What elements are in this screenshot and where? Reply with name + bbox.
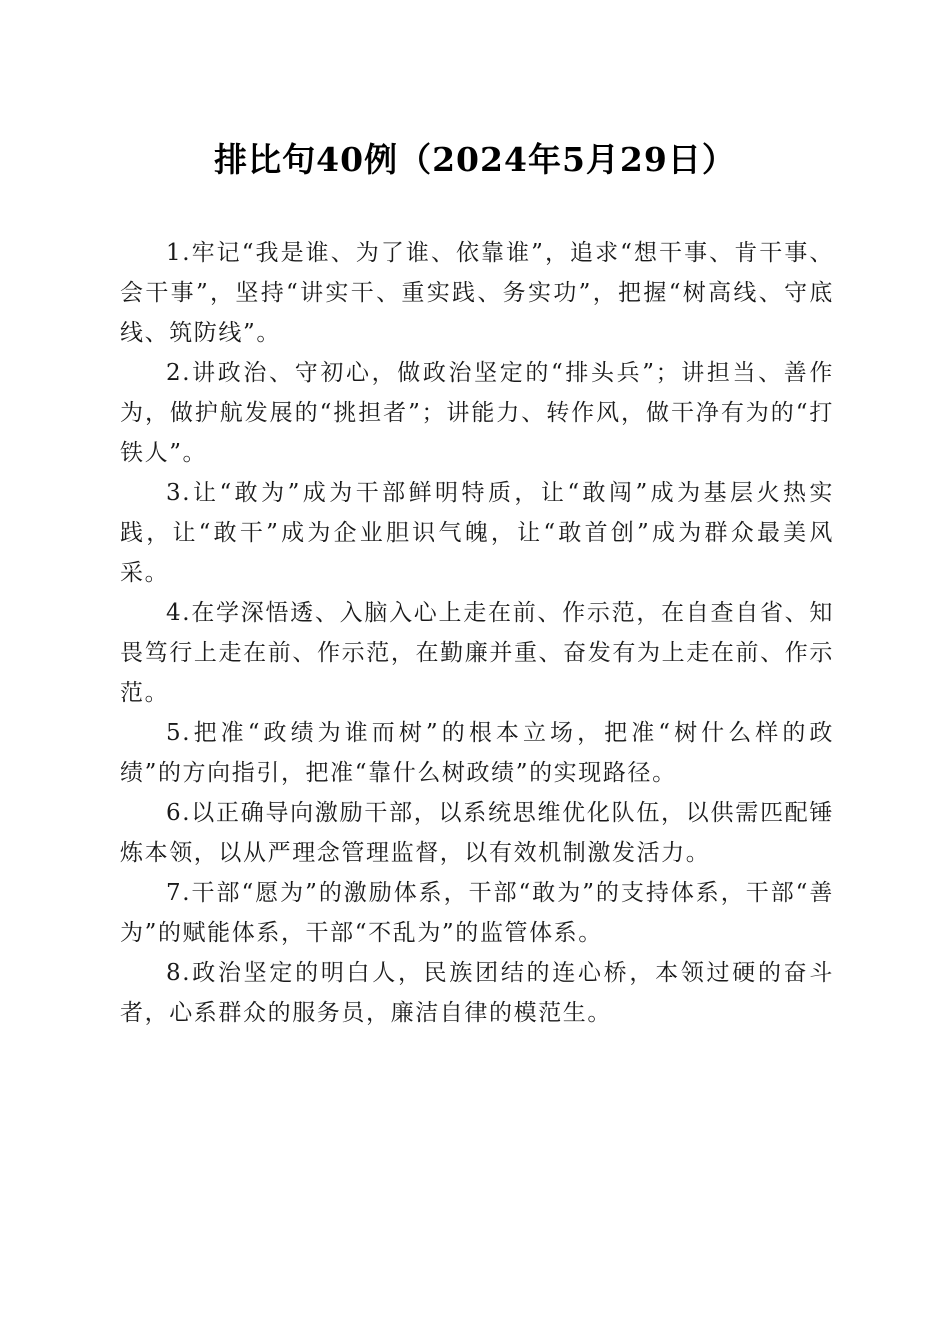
paragraph-3: 3.让“敢为”成为干部鲜明特质，让“敢闯”成为基层火热实践，让“敢干”成为企业胆识气魄，让“敢首创”成为群众最美风采。 [120, 480, 834, 586]
paragraph-5: 5.把准“政绩为谁而树”的根本立场，把准“树什么样的政绩”的方向指引，把准“靠什么树政绩”的实现路径。 [120, 720, 834, 786]
paragraph-4: 4.在学深悟透、入脑入心上走在前、作示范，在自查自省、知畏笃行上走在前、作示范，在勤廉并重、奋发有为上走在前、作示范。 [120, 600, 834, 706]
document-body [120, 233, 834, 1033]
paragraph-7: 7.干部“愿为”的激励体系，干部“敢为”的支持体系，干部“善为”的赋能体系，干部“不乱为”的监管体系。 [120, 880, 834, 946]
paragraph-6: 6.以正确导向激励干部，以系统思维优化队伍，以供需匹配锤炼本领，以从严理念管理监督，以有效机制激发活力。 [120, 800, 834, 866]
paragraph-8: 8.政治坚定的明白人，民族团结的连心桥，本领过硬的奋斗者，心系群众的服务员，廉洁自律的模范生。 [120, 960, 834, 1026]
paragraph-2: 2.讲政治、守初心，做政治坚定的“排头兵”；讲担当、善作为，做护航发展的“挑担者”；讲能力、转作风，做干净有为的“打铁人”。 [120, 360, 834, 466]
page-title: 排比句40例（2024年5月29日） [214, 140, 736, 179]
paragraph-1: 1.牢记“我是谁、为了谁、依靠谁”，追求“想干事、肯干事、会干事”，坚持“讲实干、重实践、务实功”，把握“树高线、守底线、筑防线”。 [120, 240, 834, 346]
